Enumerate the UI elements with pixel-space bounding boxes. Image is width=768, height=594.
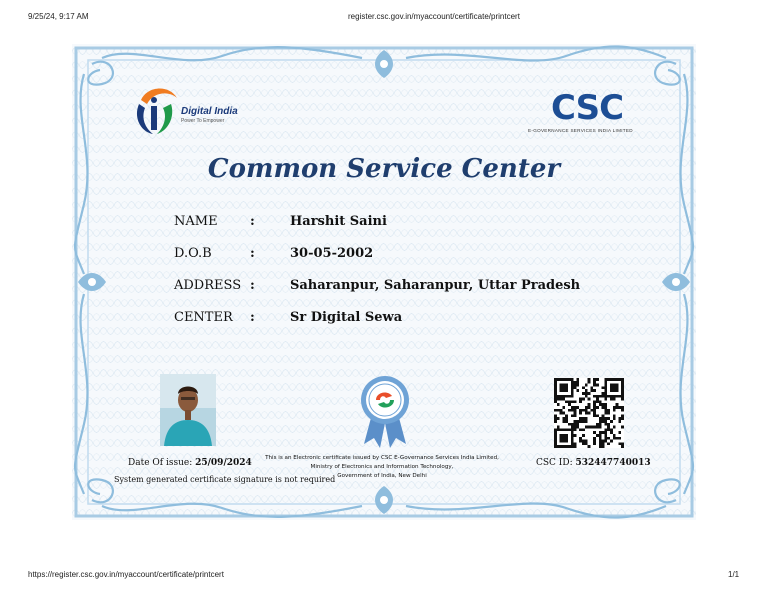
address-value: Saharanpur, Saharanpur, Uttar Pradesh bbox=[290, 278, 581, 293]
electronic-note-line-1: This is an Electronic certificate issued by CSC E-Governance Services India Limited, bbox=[265, 455, 499, 461]
csc-id-label: CSC ID: bbox=[536, 458, 573, 468]
digital-india-text: Digital India bbox=[181, 106, 238, 117]
electronic-note-line-3: Government of India, New Delhi bbox=[337, 473, 427, 479]
print-page-count: 1/1 bbox=[728, 570, 740, 579]
print-footer-url: https://register.csc.gov.in/myaccount/certificate/printcert bbox=[28, 570, 224, 579]
name-label: NAME bbox=[174, 214, 218, 229]
csc-logo-tagline: E-GOVERNANCE SERVICES INDIA LIMITED bbox=[528, 128, 633, 133]
name-colon: : bbox=[250, 214, 255, 229]
digital-india-logo bbox=[131, 82, 251, 138]
dob-label: D.O.B bbox=[174, 246, 212, 261]
dob-colon: : bbox=[250, 246, 255, 261]
holder-photo bbox=[160, 374, 216, 446]
center-colon: : bbox=[250, 310, 255, 325]
name-value: Harshit Saini bbox=[290, 214, 387, 229]
issue-date bbox=[128, 458, 252, 468]
issue-date-label: Date Of issue: bbox=[128, 458, 193, 468]
print-timestamp: 9/25/24, 9:17 AM bbox=[28, 12, 89, 21]
print-page-title: register.csc.gov.in/myaccount/certificate/printcert bbox=[348, 12, 520, 21]
csc-id bbox=[536, 458, 651, 468]
csc-id-value: 532447740013 bbox=[575, 458, 651, 468]
address-colon: : bbox=[250, 278, 255, 293]
electronic-certificate-note bbox=[252, 454, 512, 481]
qr-code-icon bbox=[554, 378, 624, 448]
center-value: Sr Digital Sewa bbox=[290, 310, 403, 325]
electronic-note-line-2: Ministry of Electronics and Information Technology, bbox=[310, 464, 454, 470]
csc-logo bbox=[522, 88, 652, 138]
csc-logo-text: CSC bbox=[551, 88, 624, 128]
dob-value: 30-05-2002 bbox=[290, 246, 374, 261]
digital-india-tagline: Power To Empower bbox=[181, 118, 225, 124]
certificate bbox=[72, 44, 696, 520]
certificate-title: Common Service Center bbox=[207, 154, 561, 184]
digital-india-emblem-icon bbox=[131, 82, 181, 138]
center-label: CENTER bbox=[174, 310, 233, 325]
csc-badge-icon bbox=[358, 374, 412, 448]
address-label: ADDRESS bbox=[174, 278, 242, 293]
issue-date-value: 25/09/2024 bbox=[195, 458, 252, 468]
signature-note: System generated certificate signature is not required bbox=[114, 475, 336, 484]
